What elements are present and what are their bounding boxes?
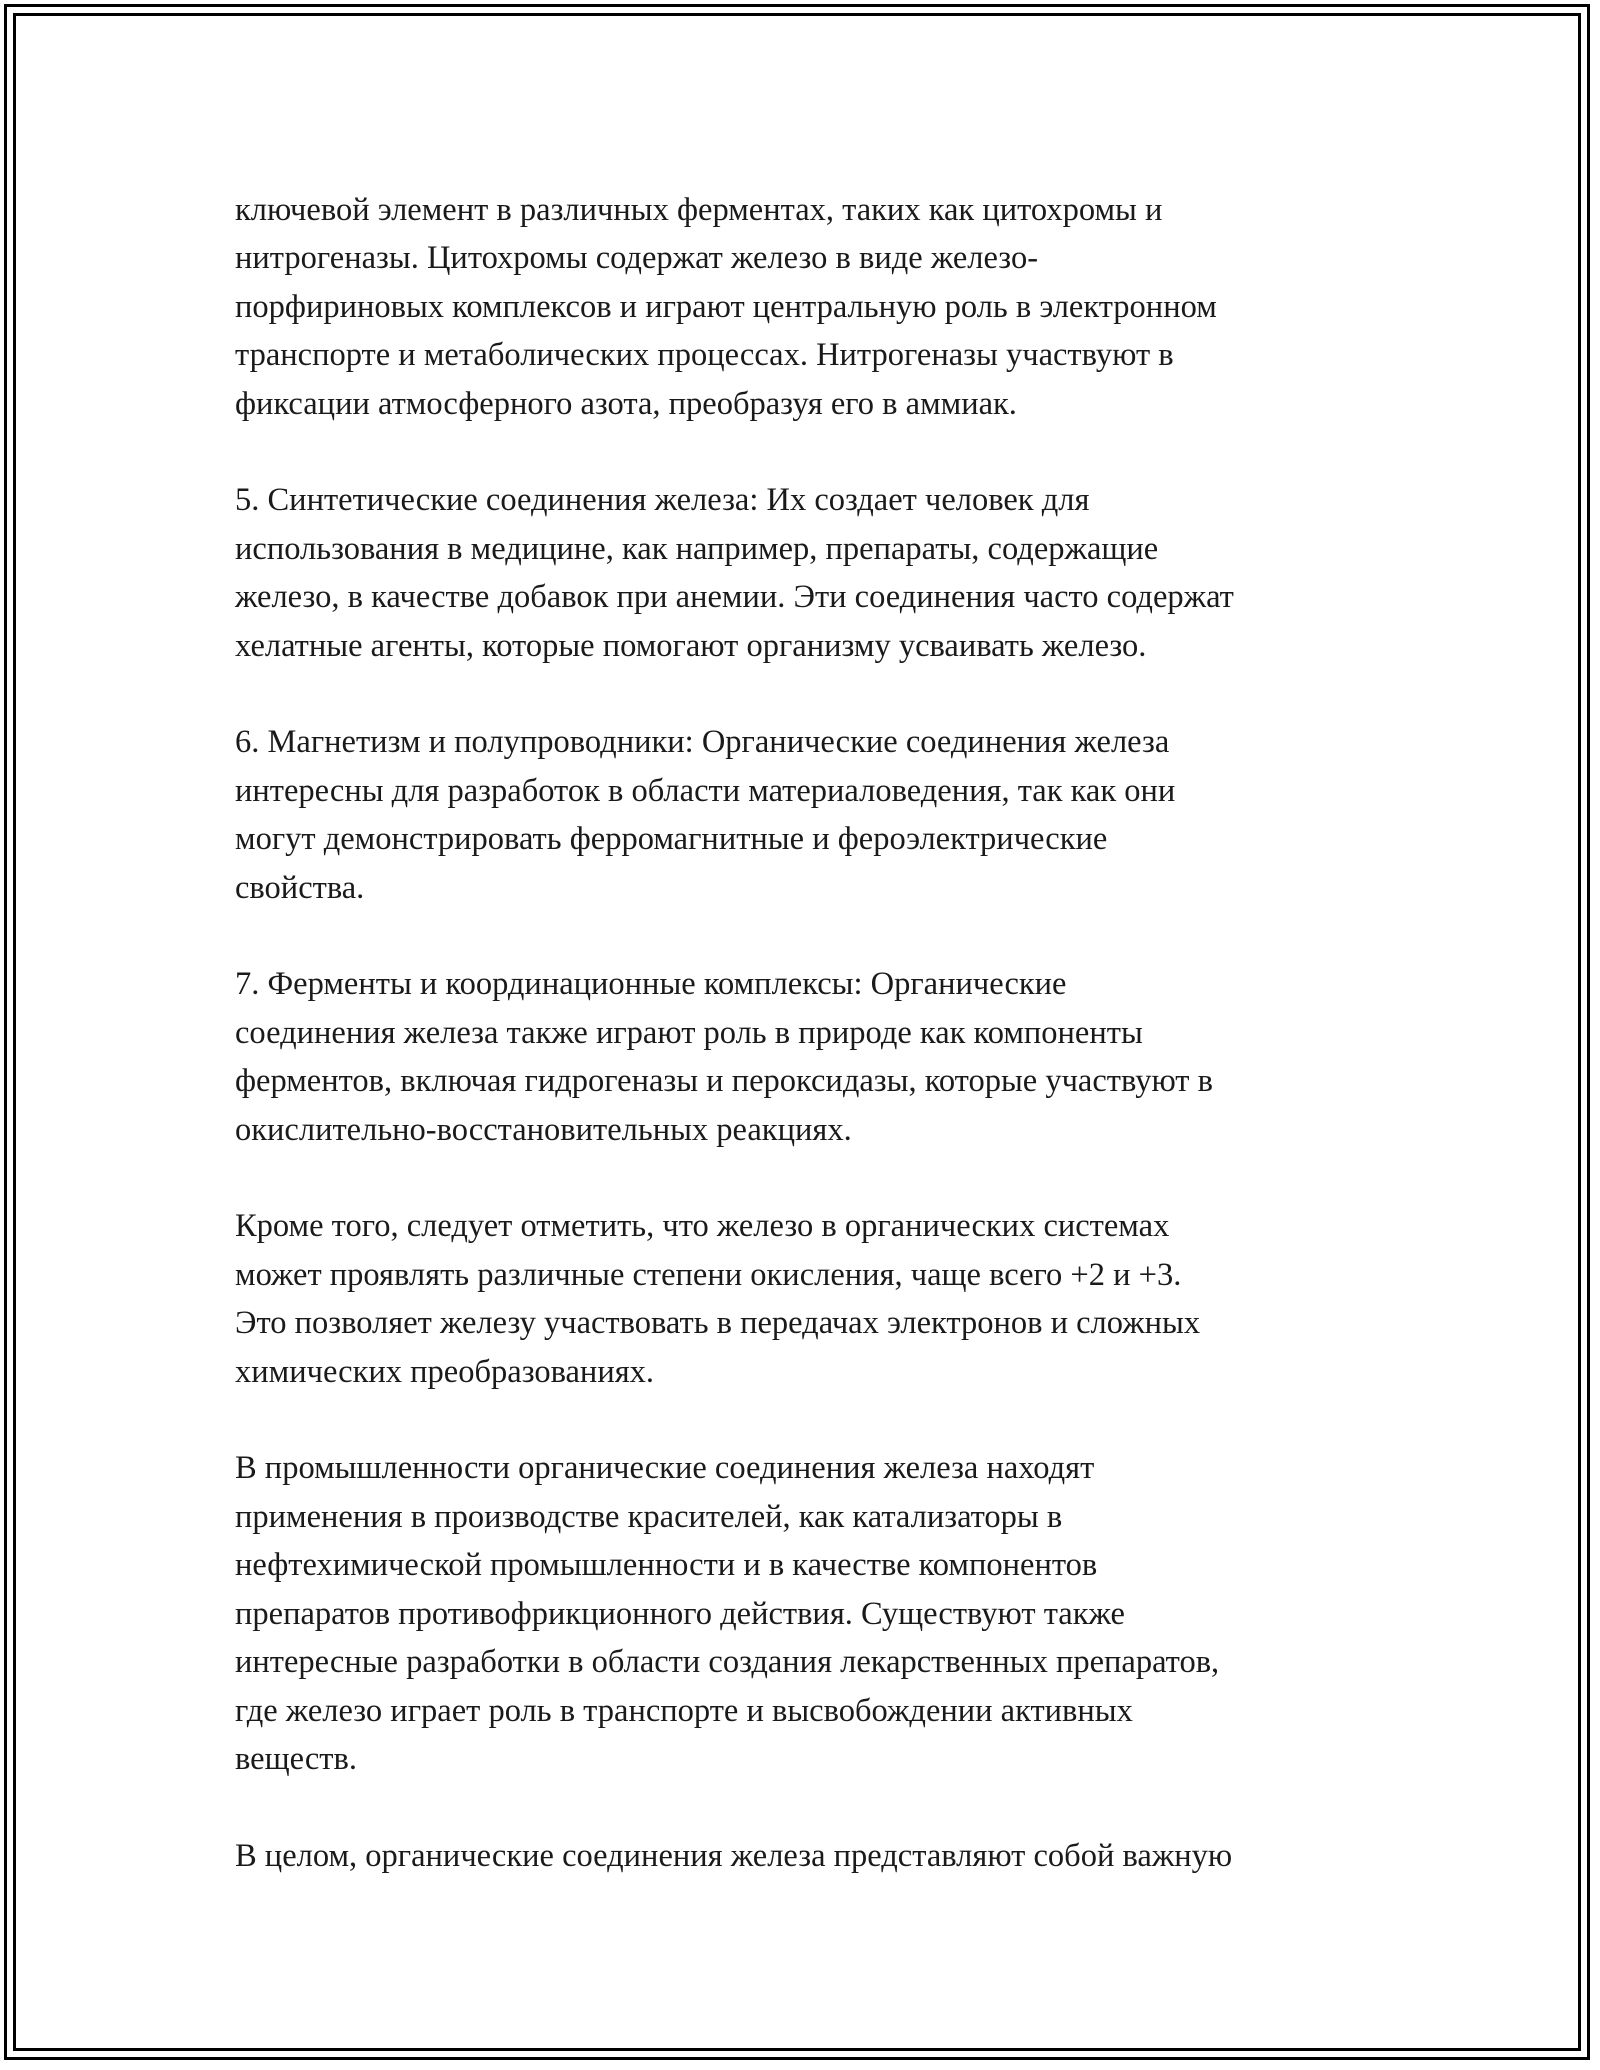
paragraph-magnetism [235,718,1395,912]
text-line: нитрогеназы. Цитохромы содержат железо в виде железо- [235,240,1039,277]
paragraph-coordination-complexes [235,960,1395,1154]
text-line: Это позволяет железу участвовать в передачах электронов и сложных [235,1305,1201,1342]
text-line: где железо играет роль в транспорте и высвобождении активных [235,1692,1133,1729]
paragraph-synthetic-compounds [235,476,1395,670]
text-line: могут демонстрировать ферромагнитные и фероэлектрические [235,821,1108,858]
text-line: интересные разработки в области создания лекарственных препаратов, [235,1644,1220,1681]
text-line: окислительно-восстановительных реакциях. [235,1111,852,1148]
paragraph-industry [235,1444,1395,1783]
text-line: транспорте и метаболических процессах. Нитрогеназы участвуют в [235,337,1174,374]
text-line: веществ. [235,1740,357,1777]
text-line: 6. Магнетизм и полупроводники: Органические соединения железа [235,724,1170,761]
text-line: порфириновых комплексов и играют центральную роль в электронном [235,288,1217,325]
text-line: интересны для разработок в области материаловедения, так как они [235,772,1176,809]
paragraph-conclusion [235,1832,1395,1880]
text-line: химических преобразованиях. [235,1353,655,1390]
text-line: применения в производстве красителей, как катализаторы в [235,1498,1063,1535]
document-body [235,186,1395,1929]
text-line: ферментов, включая гидрогеназы и пероксидазы, которые участвуют в [235,1063,1213,1100]
text-line: 5. Синтетические соединения железа: Их создает человек для [235,482,1090,519]
text-line: свойства. [235,869,365,906]
text-line: ключевой элемент в различных ферментах, таких как цитохромы и [235,192,1163,228]
text-line: может проявлять различные степени окисления, чаще всего +2 и +3. [235,1256,1182,1293]
text-line: нефтехимической промышленности и в качестве компонентов [235,1547,1098,1584]
text-line: соединения железа также играют роль в природе как компоненты [235,1014,1143,1051]
text-line: фиксации атмосферного азота, преобразуя его в аммиак. [235,385,1017,422]
text-line: использования в медицине, как например, препараты, содержащие [235,530,1159,567]
text-line: В целом, органические соединения железа представляют собой важную [235,1837,1233,1874]
text-line: препаратов противофрикционного действия. Существуют также [235,1595,1125,1632]
text-line: Кроме того, следует отметить, что железо в органических системах [235,1208,1170,1245]
paragraph-oxidation-states [235,1202,1395,1396]
paragraph-enzymes-cytochromes [235,186,1395,428]
text-line: В промышленности органические соединения железа находят [235,1450,1095,1487]
text-line: хелатные агенты, которые помогают организму усваивать железо. [235,627,1147,664]
text-line: железо, в качестве добавок при анемии. Эти соединения часто содержат [235,579,1234,616]
text-line: 7. Ферменты и координационные комплексы: Органические [235,966,1067,1003]
